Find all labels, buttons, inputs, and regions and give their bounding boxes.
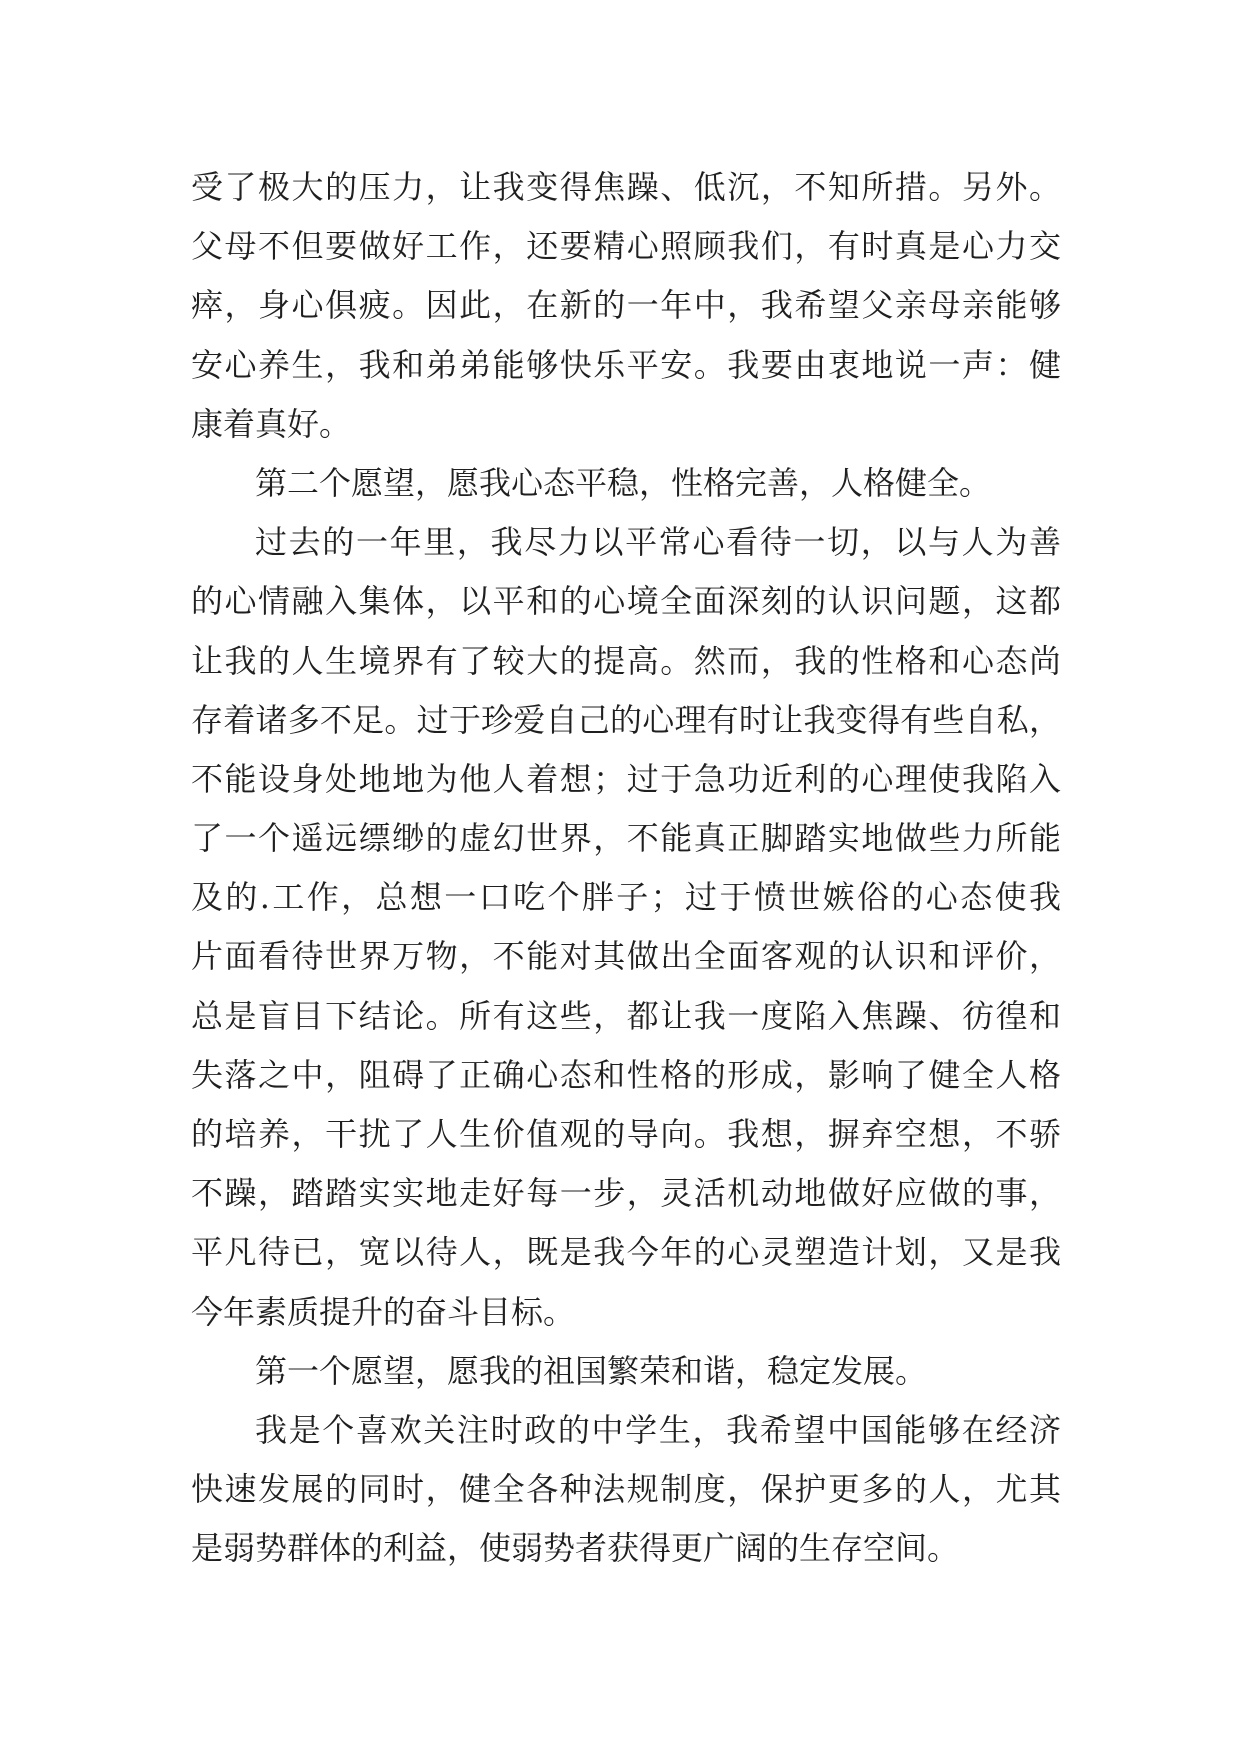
text-line: 康着真好。 bbox=[191, 404, 352, 443]
text-line: 的心情融入集体，以平和的心境全面深刻的认识问题，这都 bbox=[191, 582, 1061, 621]
text-line: 不能设身处地地为他人着想；过于急功近利的心理使我陷入 bbox=[191, 759, 1061, 798]
text-line: 快速发展的同时，健全各种法规制度，保护更多的人，尤其 bbox=[191, 1470, 1061, 1509]
document-body bbox=[191, 158, 1061, 1579]
text-line: 失落之中，阻碍了正确心态和性格的形成，影响了健全人格 bbox=[191, 1055, 1061, 1094]
text-line: 平凡待已，宽以待人，既是我今年的心灵塑造计划，又是我 bbox=[191, 1233, 1061, 1272]
text-line: 存着诸多不足。过于珍爱自己的心理有时让我变得有些自私， bbox=[191, 700, 1061, 739]
text-line: 不躁，踏踏实实地走好每一步，灵活机动地做好应做的事， bbox=[191, 1174, 1061, 1213]
text-line: 片面看待世界万物，不能对其做出全面客观的认识和评价， bbox=[191, 937, 1061, 976]
text-line: 了一个遥远缥缈的虚幻世界，不能真正脚踏实地做些力所能 bbox=[191, 819, 1061, 858]
text-line: 父母不但要做好工作，还要精心照顾我们，有时真是心力交 bbox=[191, 227, 1061, 266]
text-line: 瘁，身心俱疲。因此，在新的一年中，我希望父亲母亲能够 bbox=[191, 286, 1061, 325]
text-line: 今年素质提升的奋斗目标。 bbox=[191, 1292, 576, 1331]
section-heading-wish-two: 第二个愿望，愿我心态平稳，性格完善，人格健全。 bbox=[255, 463, 992, 502]
section-heading-wish-one: 第一个愿望，愿我的祖国繁荣和谐，稳定发展。 bbox=[255, 1351, 928, 1390]
text-line: 过去的一年里，我尽力以平常心看待一切，以与人为善 bbox=[255, 523, 1061, 562]
text-line: 让我的人生境界有了较大的提高。然而，我的性格和心态尚 bbox=[191, 641, 1061, 680]
text-line: 安心养生，我和弟弟能够快乐平安。我要由衷地说一声：健 bbox=[191, 345, 1061, 384]
text-line: 是弱势群体的利益，使弱势者获得更广阔的生存空间。 bbox=[191, 1529, 960, 1568]
text-line: 及的.工作，总想一口吃个胖子；过于愤世嫉俗的心态使我 bbox=[191, 878, 1061, 917]
text-line: 的培养，干扰了人生价值观的导向。我想，摒弃空想，不骄 bbox=[191, 1115, 1061, 1153]
text-line: 我是个喜欢关注时政的中学生，我希望中国能够在经济 bbox=[255, 1410, 1061, 1449]
text-line: 受了极大的压力，让我变得焦躁、低沉，不知所措。另外。 bbox=[191, 168, 1061, 206]
text-line: 总是盲目下结论。所有这些，都让我一度陷入焦躁、彷徨和 bbox=[191, 996, 1061, 1035]
